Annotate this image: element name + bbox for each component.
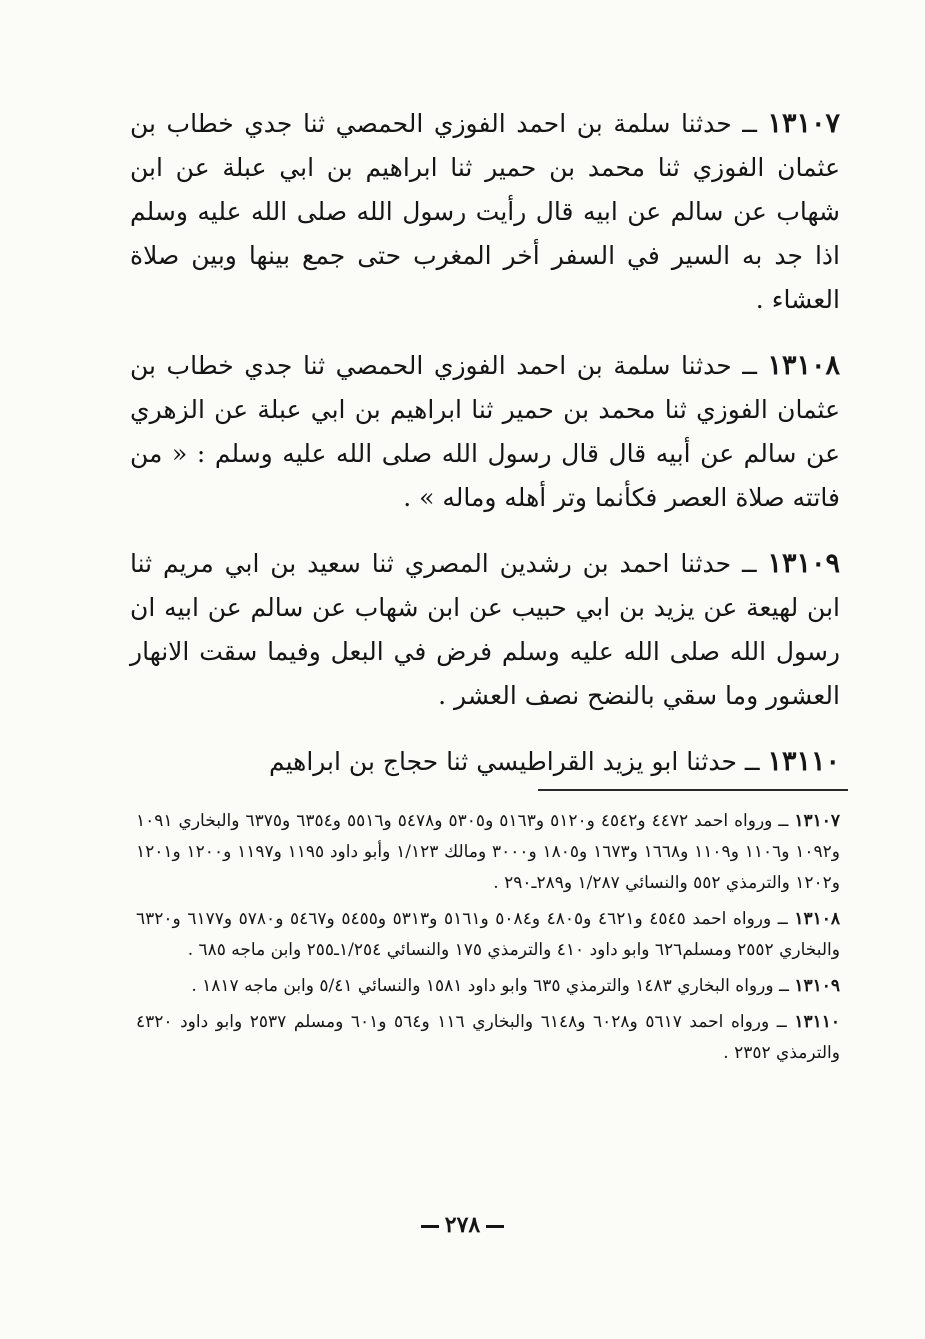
- footnote-text: ــ ورواه احمد ٤٥٤٥ و٤٦٢١ و٤٨٠٥ و٥٠٨٤ و٥١٦١ و٥٣١٣ و٥٤٥٥ و٥٤٦٧ و٥٧٨٠ و٦١٧٧ و٦٣٢٠ والبخاري ٢٥٥٢ ومسلم٦٢٦ وابو داود ٤١٠ والترمذي ١٧٥ والنسائي ١/٢٥٤ـ٢٥٥ وابن ماجه ٦٨٥ .: [136, 909, 840, 960]
- hadith-number: ١٣١٠٧: [767, 108, 840, 139]
- hadith-13109: [130, 542, 840, 718]
- footnote-number: ١٣١٠٨: [794, 909, 840, 929]
- hadith-13110: [130, 740, 840, 784]
- footnote-number: ١٣١٠٩: [794, 976, 840, 996]
- footnote-number: ١٣١١٠: [794, 1012, 840, 1032]
- footnote-13108: [136, 904, 840, 966]
- footnote-divider: [538, 789, 848, 791]
- footnote-13107: [136, 806, 840, 899]
- hadith-13108: [130, 344, 840, 520]
- footnote-number: ١٣١٠٧: [794, 811, 841, 831]
- footnote-13109: [136, 971, 840, 1002]
- footnote-13110: [136, 1007, 840, 1069]
- hadith-text: ــ حدثنا ابو يزيد القراطيسي ثنا حجاج بن ابراهيم: [268, 747, 760, 776]
- dash-left: [486, 1225, 504, 1228]
- hadith-text: ــ حدثنا احمد بن رشدين المصري ثنا سعيد بن ابي مريم ثنا ابن لهيعة عن يزيد بن ابي حبيب عن ابن شهاب عن سالم عن ابيه ان رسول الله صلى الله عليه وسلم فرض في البعل وفيما سقت الانهار العشور وما سقي بالنضح نصف العشر .: [130, 549, 840, 710]
- footnote-text: ــ ورواه البخاري ١٤٨٣ والترمذي ٦٣٥ وابو داود ١٥٨١ والنسائي ٥/٤١ وابن ماجه ١٨١٧ .: [191, 976, 789, 996]
- hadith-number: ١٣١٠٨: [767, 350, 840, 381]
- hadith-text: ــ حدثنا سلمة بن احمد الفوزي الحمصي ثنا جدي خطاب بن عثمان الفوزي ثنا محمد بن حمير ثنا ابراهيم بن ابي عبلة عن الزهري عن سالم عن أبيه قال قال رسول الله صلى الله عليه وسلم : « من فاتته صلاة العصر فكأنما وتر أهله وماله » .: [130, 351, 840, 512]
- hadith-13107: [130, 102, 840, 322]
- hadith-text: ــ حدثنا سلمة بن احمد الفوزي الحمصي ثنا جدي خطاب بن عثمان الفوزي ثنا محمد بن حمير ثنا ابراهيم بن ابي عبلة عن ابن شهاب عن سالم عن ابيه قال رأيت رسول الله صلى الله عليه وسلم اذا جد به السير في السفر أخر المغرب حتى جمع بينها وبين صلاة العشاء .: [130, 109, 840, 314]
- page-number: [0, 1212, 925, 1238]
- main-text: [130, 102, 840, 784]
- hadith-number: ١٣١١٠: [767, 746, 840, 777]
- footnote-text: ــ ورواه احمد ٥٦١٧ و٦٠٢٨ و٦١٤٨ والبخاري ١١٦ و٥٦٤ و٦٠١ ومسلم ٢٥٣٧ وابو داود ٤٣٢٠ والترمذي ٢٣٥٢ .: [136, 1012, 840, 1063]
- hadith-number: ١٣١٠٩: [767, 548, 840, 579]
- footnote-text: ــ ورواه احمد ٤٤٧٢ و٤٥٤٢ و٥١٢٠ و٥١٦٣ و٥٣٠٥ و٥٤٧٨ و٥٥١٦ و٦٣٥٤ و٦٣٧٥ والبخاري ١٠٩١ و١٠٩٢ و١١٠٦ و١١٠٩ و١٦٦٨ و١٦٧٣ و١٨٠٥ و٣٠٠٠ ومالك ١/١٢٣ وأبو داود ١١٩٥ و١١٩٧ و١٢٠٠ و١٢٠١ و١٢٠٢ والترمذي ٥٥٢ والنسائي ١/٢٨٧ و٢٨٩ـ٢٩٠ .: [136, 811, 840, 893]
- page-number-text: ٢٧٨: [444, 1212, 481, 1238]
- footnotes: [136, 806, 840, 1074]
- dash-right: [421, 1225, 439, 1228]
